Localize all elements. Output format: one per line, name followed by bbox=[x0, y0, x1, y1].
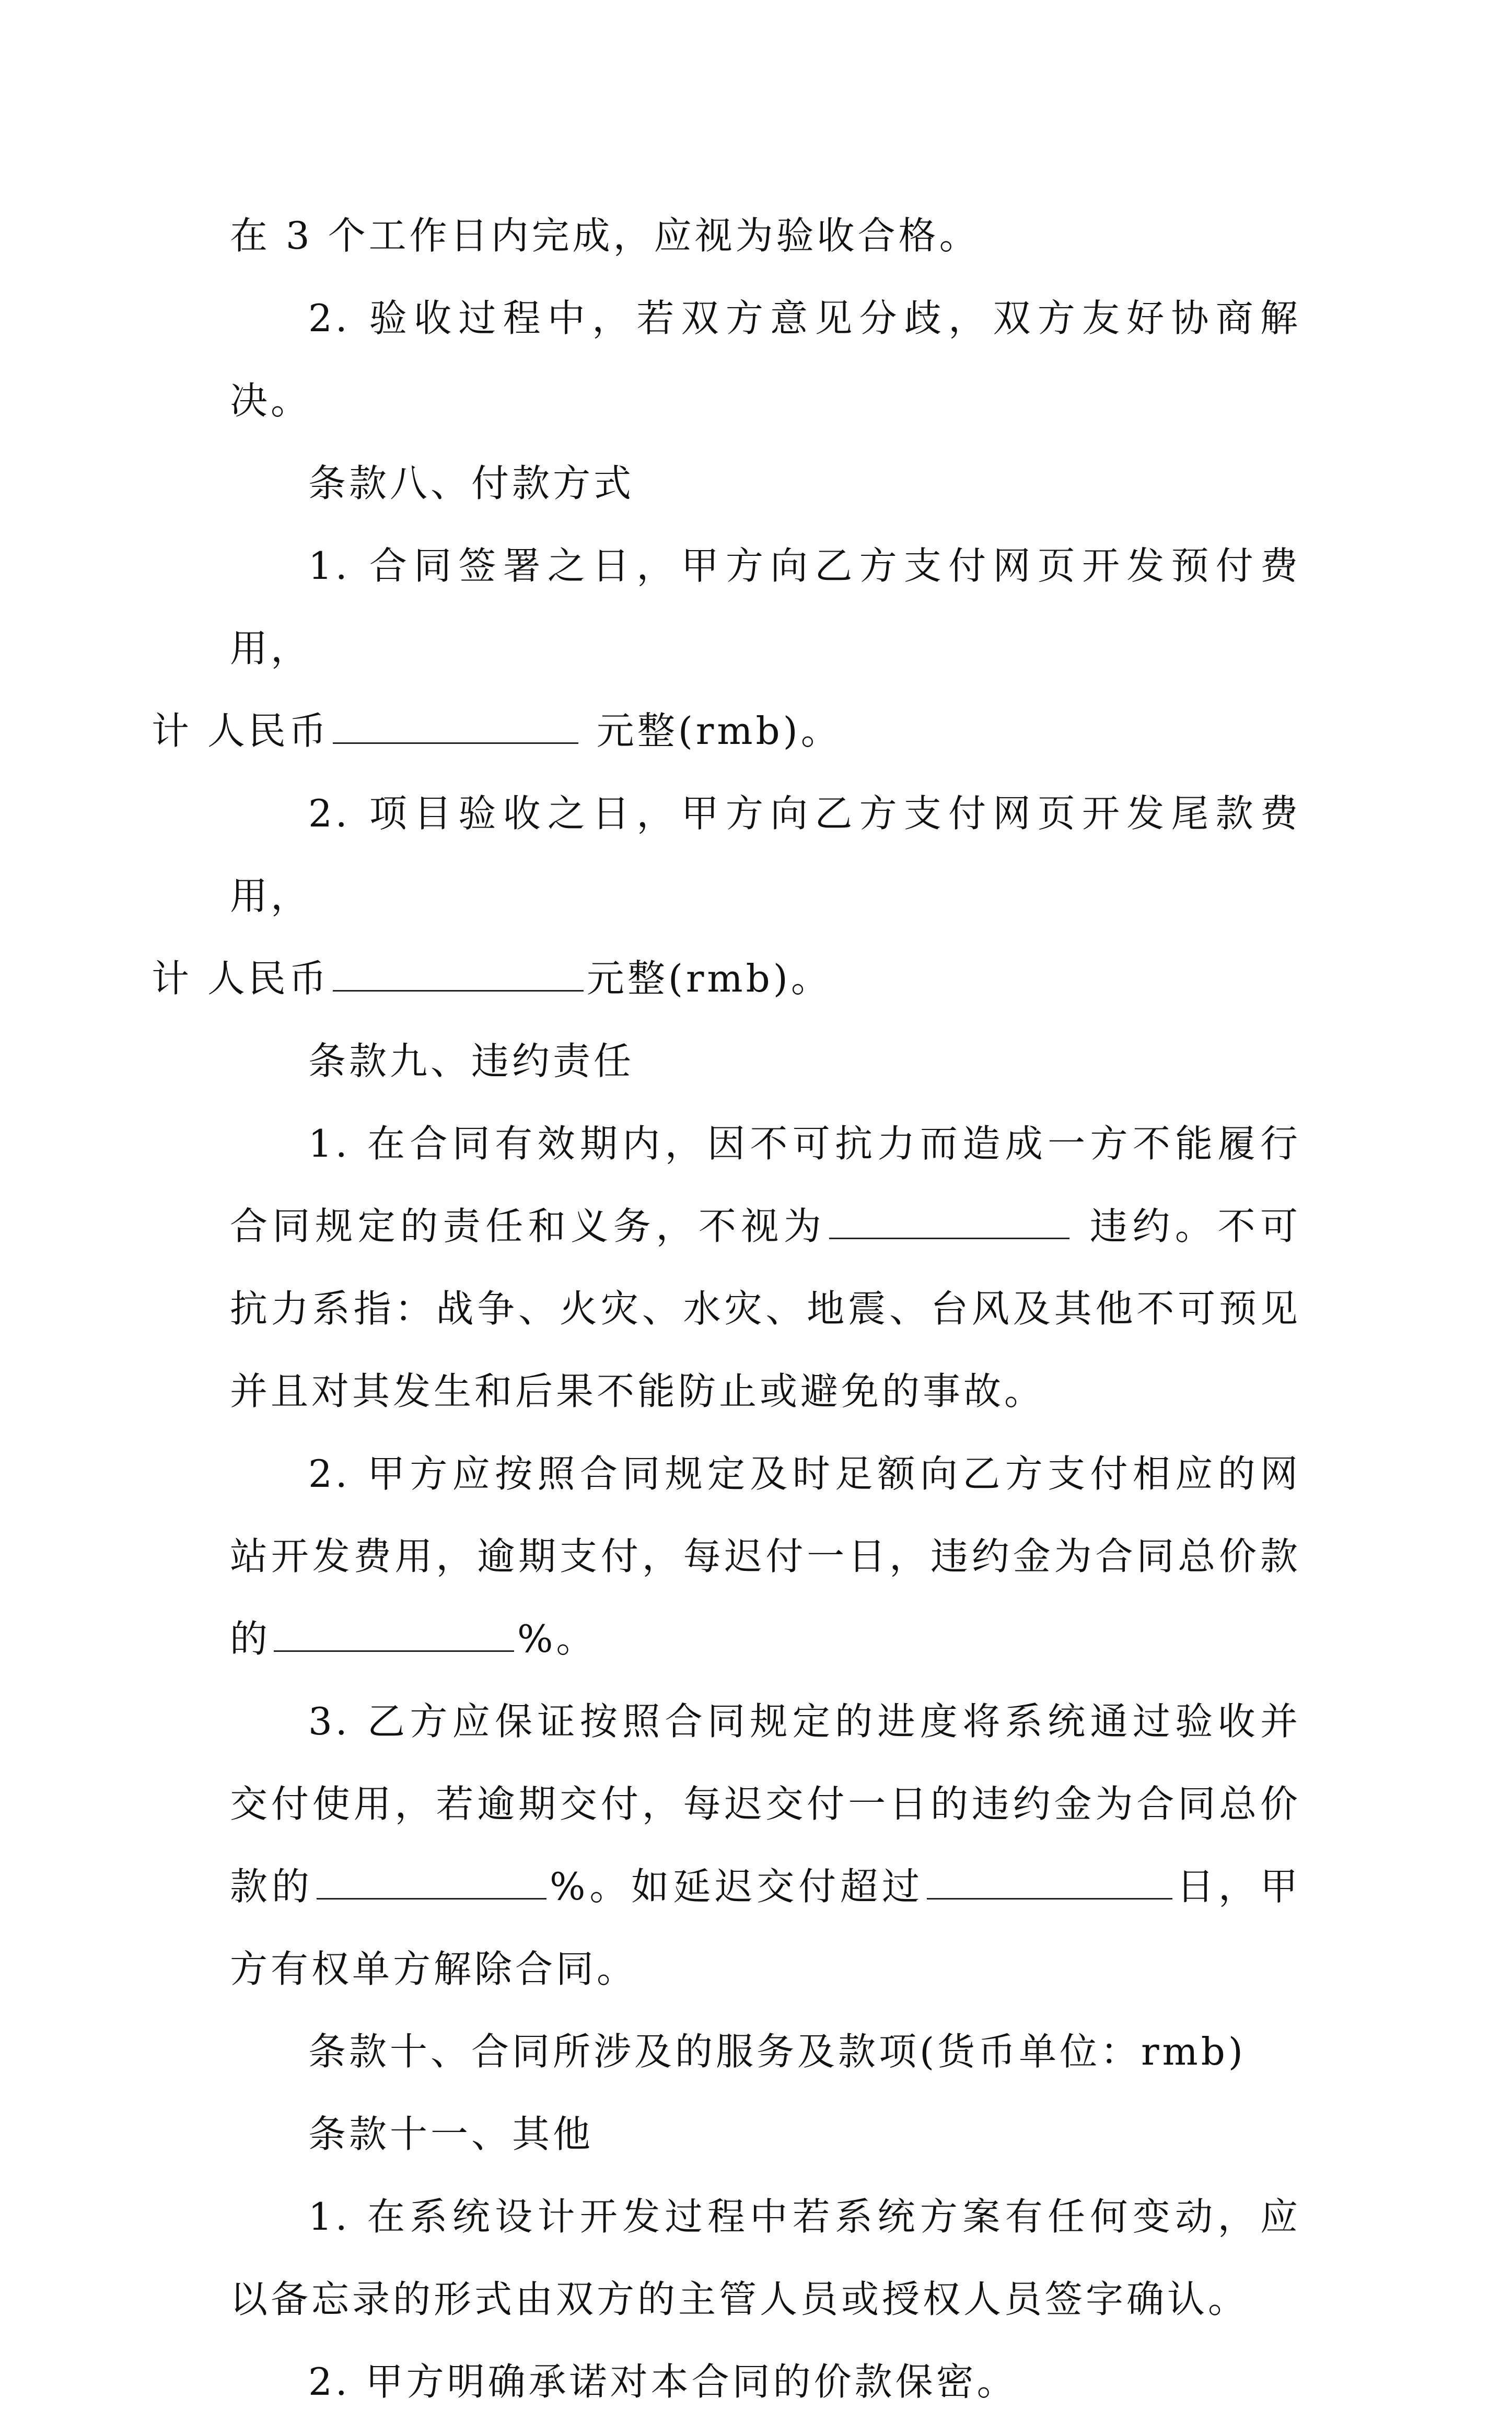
text: 2. 项目验收之日，甲方向乙方支付网页开发尾款费用， bbox=[230, 791, 1301, 918]
text: 元整(rmb)。 bbox=[586, 957, 832, 1000]
text: %。如延迟交付超过 bbox=[549, 1865, 924, 1908]
paragraph-late-payment bbox=[230, 1432, 1301, 1680]
text: 2. 甲方明确承诺对本合同的价款保密。 bbox=[308, 2360, 1018, 2404]
heading-text: 条款十一、其他 bbox=[308, 2112, 594, 2156]
text: 违约。不可抗力系指：战争、火灾、水灾、地震、台风及其他不可预见并且对其发生和后果不能防止或避免的事故。 bbox=[230, 1204, 1301, 1413]
text: 在 3 个工作日内完成，应视为验收合格。 bbox=[230, 214, 980, 258]
paragraph-prepayment bbox=[152, 525, 1301, 772]
heading-text: 条款十、合同所涉及的服务及款项(货币单位：rmb) bbox=[308, 2030, 1246, 2073]
paragraph-force-majeure bbox=[230, 1102, 1301, 1432]
text: 2. 验收过程中，若双方意见分歧，双方友好协商解决。 bbox=[230, 296, 1301, 423]
clause-heading-services bbox=[230, 2010, 1301, 2093]
text: 元整(rmb)。 bbox=[581, 709, 842, 753]
blank-late-delivery-days bbox=[927, 1867, 1172, 1900]
blank-late-payment-rate bbox=[274, 1619, 514, 1652]
text: 3. 乙方应保证按照合同规定的进度将系统通过验收并交付使用，若逾期交付，每迟交付一日的违约金为合同总价款的 bbox=[230, 1699, 1301, 1908]
paragraph-late-delivery bbox=[230, 1680, 1301, 2010]
clause-heading-breach bbox=[230, 1020, 1301, 1102]
heading-text: 条款九、违约责任 bbox=[308, 1039, 635, 1083]
paragraph-design-changes bbox=[230, 2175, 1301, 2340]
paragraph-confidentiality bbox=[230, 2340, 1301, 2423]
blank-prepayment-amount bbox=[333, 711, 578, 744]
text: 1. 合同签署之日，甲方向乙方支付网页开发预付费用， bbox=[230, 544, 1301, 670]
blank-late-delivery-rate bbox=[317, 1867, 546, 1900]
text: 1. 在合同有效期内，因不可抗力而造成一方不能履行合同规定的责任和义务，不视为 bbox=[230, 1122, 1301, 1248]
paragraph-acceptance-deadline bbox=[230, 194, 1301, 277]
text: 计 人民币 bbox=[152, 709, 330, 753]
clause-heading-other bbox=[230, 2093, 1301, 2175]
text: 计 人民币 bbox=[152, 957, 330, 1000]
blank-breach-party bbox=[829, 1206, 1069, 1239]
clause-heading-payment bbox=[230, 442, 1301, 525]
paragraph-acceptance-dispute bbox=[230, 277, 1301, 442]
document-page bbox=[152, 194, 1301, 2423]
heading-text: 条款八、付款方式 bbox=[308, 461, 635, 505]
text: 1. 在系统设计开发过程中若系统方案有任何变动，应以备忘录的形式由双方的主管人员或授权人员签字确认。 bbox=[230, 2195, 1301, 2321]
text: 2. 甲方应按照合同规定及时足额向乙方支付相应的网站开发费用，逾期支付，每迟付一日，违约金为合同总价款的 bbox=[230, 1452, 1301, 1661]
text: %。 bbox=[517, 1617, 597, 1661]
text: 日，甲方有权单方解除合同。 bbox=[230, 1865, 1301, 1991]
paragraph-final-payment bbox=[152, 772, 1301, 1020]
blank-final-amount bbox=[333, 959, 584, 992]
